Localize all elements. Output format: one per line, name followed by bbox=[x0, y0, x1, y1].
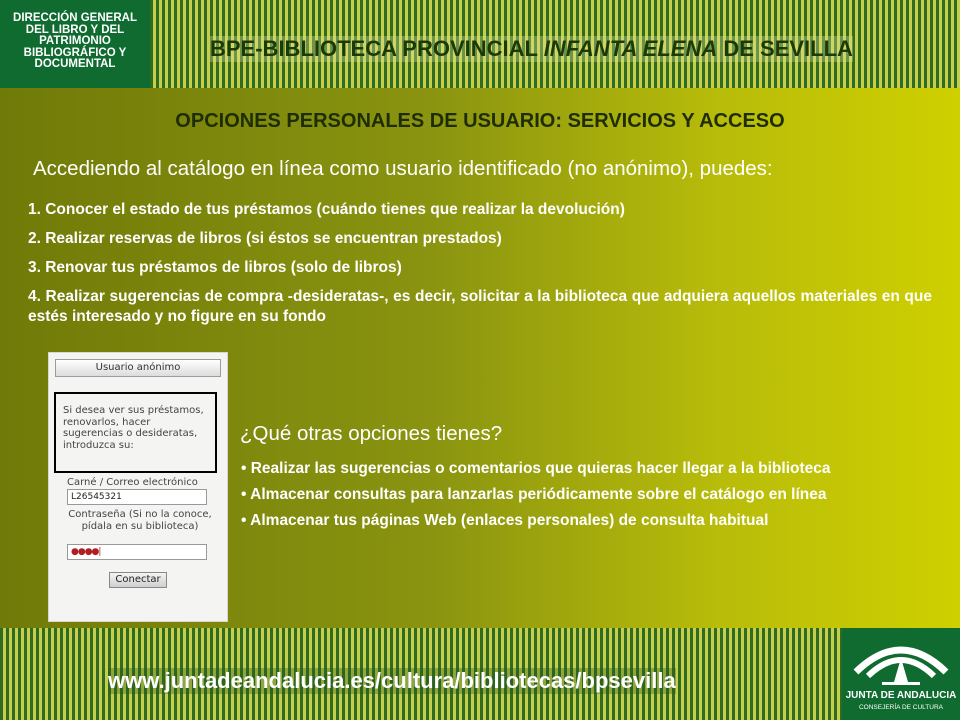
panel-header: Usuario anónimo bbox=[55, 359, 221, 377]
password-label: Contraseña (Si no la conoce, pídala en su biblioteca) bbox=[68, 509, 212, 532]
junta-logo-subtitle: CONSEJERÍA DE CULTURA bbox=[858, 704, 944, 711]
list-item: 4. Realizar sugerencias de compra -desideratas-, es decir, solicitar a la biblioteca que adquiera aquellos materiales en que estés interesado y no figure en su fondo bbox=[28, 288, 932, 325]
logo-line: BIBLIOGRÁFICO Y bbox=[23, 46, 127, 59]
other-options-list bbox=[241, 459, 929, 537]
junta-logo-title: JUNTA DE ANDALUCIA bbox=[845, 690, 957, 701]
list-item: • Realizar las sugerencias o comentarios que quieras hacer llegar a la biblioteca bbox=[241, 460, 831, 477]
question-heading: ¿Qué otras opciones tienes? bbox=[240, 422, 503, 445]
intro-text: Accediendo al catálogo en línea como usuario identificado (no anónimo), puedes: bbox=[33, 157, 773, 180]
direccion-general-logo bbox=[0, 0, 150, 88]
junta-andalucia-logo bbox=[842, 628, 960, 720]
page-title bbox=[210, 36, 853, 62]
password-input[interactable]: ●●●●| bbox=[67, 544, 207, 560]
options-list bbox=[28, 200, 932, 336]
footer-url[interactable]: www.juntadeandalucia.es/cultura/bibliotecas/bpsevilla bbox=[108, 668, 676, 693]
logo-line: DEL LIBRO Y DEL bbox=[25, 23, 125, 36]
login-screenshot-panel bbox=[48, 352, 228, 622]
title-library-name: INFANTA ELENA bbox=[543, 36, 718, 61]
title-post: DE SEVILLA bbox=[717, 36, 853, 61]
title-pre: BPE-BIBLIOTECA PROVINCIAL bbox=[210, 36, 544, 61]
section-title: OPCIONES PERSONALES DE USUARIO: SERVICIOS Y ACCESO bbox=[175, 110, 785, 132]
list-item: 3. Renovar tus préstamos de libros (solo de libros) bbox=[28, 259, 402, 276]
list-item: 1. Conocer el estado de tus préstamos (cuándo tienes que realizar la devolución) bbox=[28, 201, 625, 218]
list-item: • Almacenar tus páginas Web (enlaces personales) de consulta habitual bbox=[241, 512, 769, 529]
panel-instructions: Si desea ver sus préstamos, renovarlos, hacer sugerencias o desideratas, introduzca su: bbox=[63, 405, 204, 451]
connect-button[interactable]: Conectar bbox=[109, 572, 167, 588]
logo-line: DOCUMENTAL bbox=[34, 58, 116, 71]
card-label: Carné / Correo electrónico bbox=[67, 477, 198, 488]
card-input[interactable]: L26545321 bbox=[67, 489, 207, 505]
list-item: • Almacenar consultas para lanzarlas periódicamente sobre el catálogo en línea bbox=[241, 486, 827, 503]
list-item: 2. Realizar reservas de libros (si éstos se encuentran prestados) bbox=[28, 230, 502, 247]
junta-emblem-icon bbox=[842, 628, 960, 688]
logo-line: PATRIMONIO bbox=[39, 35, 111, 48]
logo-line: DIRECCIÓN GENERAL bbox=[13, 12, 137, 25]
